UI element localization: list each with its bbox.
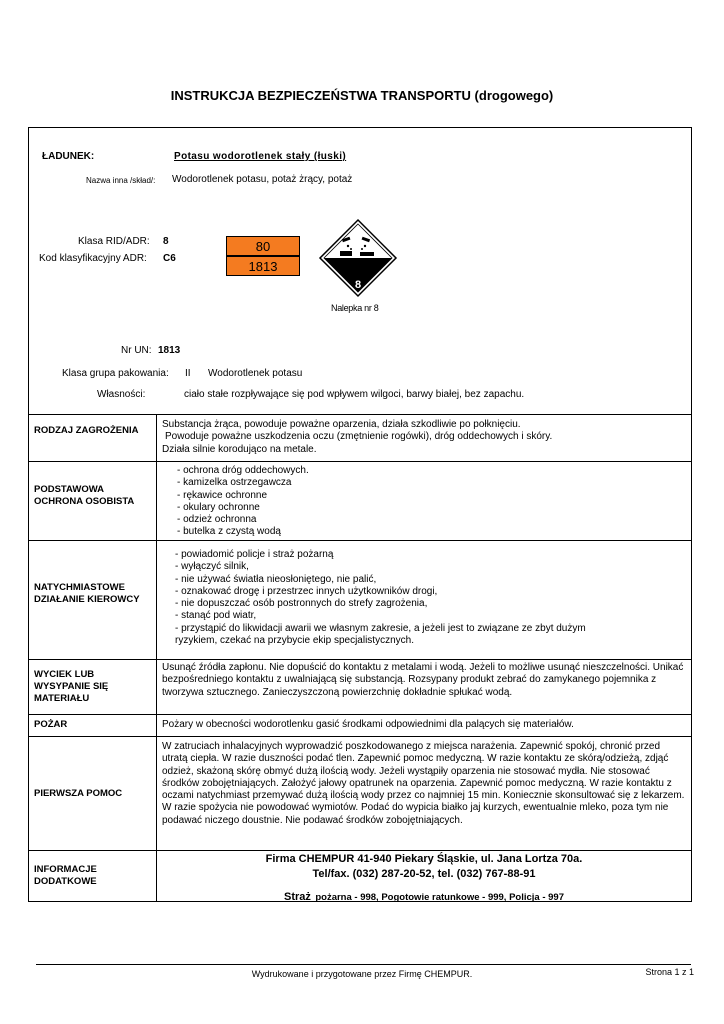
section-title-spill: WYCIEK LUB WYSYPANIE SIĘ MATERIAŁU [34, 669, 109, 704]
section-driver-list [170, 549, 694, 647]
document-title: INSTRUKCJA BEZPIECZEŃSTWA TRANSPORTU (drogowego) [170, 88, 554, 103]
section-title-protection: PODSTAWOWA OCHRONA OSOBISTA [34, 484, 135, 507]
list-item: ryzykiem, czekać na przybycie ekip specjalistycznych. [175, 635, 414, 647]
un-label: Nr UN: [121, 345, 152, 356]
section-hazard-text: Substancja żrąca, powoduje poważne oparzenia, działa szkodliwie po połknięciu. Powoduje poważne uszkodzenia oczu (zmętnienie rogówki), dróg oddechowych i skóry. Działa silnie korodująco na metale. [162, 419, 553, 455]
list-item: - przystąpić do likwidacji awarii we własnym zakresie, a jeżeli jest to związane ze zbyt dużym [175, 622, 586, 634]
table-top-rule [28, 414, 692, 415]
cargo-label: ŁADUNEK: [42, 151, 95, 162]
un-value: 1813 [158, 345, 181, 356]
section-title-hazard: RODZAJ ZAGROŻENIA [34, 425, 139, 436]
corrosive-label-diamond [318, 218, 398, 298]
section-fire-text: Pożary w obecności wodorotlenku gasić środkami odpowiednimi dla palących się materiałów. [162, 719, 574, 730]
packing-name: Wodorotlenek potasu [208, 368, 303, 379]
label-class-number: 8 [354, 279, 362, 291]
section-title-driver: NATYCHMIASTOWE DZIAŁANIE KIEROWCY [34, 582, 140, 605]
section-title-first-aid: PIERWSZA POMOC [34, 788, 123, 799]
adr-code-value: C6 [163, 253, 176, 264]
section-first-aid-text: W zatruciach inhalacyjnych wyprowadzić poszkodowanego z miejsca narażenia. Zapewnić spokój, chronić przed utratą ciepła. W razie duszności podać tlen. Zapewnić pomoc medyczną. W razie kontaktu ze skórą/odzieżą, zdjąć odzież, skażoną skórę obmyć dużą ilością wody. Jeżeli wystąpiły oparzenia nie stosować mydła. Nie stosować środków zobojętniających. Założyć jałowy opatrunek na oparzenia. Zapewnić pomoc medyczną. W razie kontaktu z oczami natychmiast przemywać dużą ilością wody przez co najmniej 15 min. Koniecznie skonsultować się z lekarzem. W razie spożycia nie powodować wymiotów. Podać do wypicia białko jaj kurzych, ewentualnie mleko, poza tym nie podawać niczego doustnie. Nie podawać środków zobojętniających. [162, 741, 685, 826]
cargo-name: Potasu wodorotlenek stały (łuski) [174, 151, 347, 162]
rid-adr-label: Klasa RID/ADR: [78, 236, 150, 247]
section-title-fire: POŻAR [34, 719, 68, 730]
company-address: Firma CHEMPUR 41-940 Piekary Śląskie, ul. Jana Lortza 70a. [265, 853, 583, 865]
table-column-divider [156, 414, 157, 902]
section-title-info: INFORMACJE DODATKOWE [34, 864, 97, 887]
un-number-panel: 1813 [226, 256, 300, 276]
emergency-numbers: Straż pożarna - 998, Pogotowie ratunkowe - 999, Policja - 997 [283, 891, 564, 903]
rid-adr-value: 8 [163, 236, 169, 247]
properties-value: ciało stałe rozpływające się pod wpływem wilgoci, barwy białej, bez zapachu. [184, 389, 525, 400]
list-item: - wyłączyć silnik, [175, 561, 249, 573]
list-item: - okulary ochronne [177, 501, 260, 513]
hazard-number-panel: 80 [226, 236, 300, 256]
list-item: - nie używać światła nieosłoniętego, nie palić, [175, 573, 377, 585]
list-item: - powiadomić policje i straż pożarną [175, 549, 334, 560]
company-phones: Tel/fax. (032) 287-20-52, tel. (032) 767-88-91 [312, 868, 536, 880]
list-item: - butelka z czystą wodą [177, 526, 281, 538]
page-number: Strona 1 z 1 [645, 967, 694, 977]
other-name-value: Wodorotlenek potasu, potaż żrący, potaż [172, 174, 353, 185]
footer-printed-by: Wydrukowane i przygotowane przez Firmę CHEMPUR. [251, 969, 473, 979]
list-item: - nie dopuszczać osób postronnych do strefy zagrożenia, [175, 598, 428, 610]
packing-label: Klasa grupa pakowania: [62, 368, 169, 379]
list-item: - rękawice ochronne [177, 489, 268, 501]
label-caption: Nalepka nr 8 [331, 303, 379, 313]
section-protection-list [172, 465, 696, 539]
section-spill-text: Usunąć źródła zapłonu. Nie dopuścić do kontaktu z metalami i wodą. Jeżeli to możliwe usunąć nieszczelności. Unikać bezpośredniego kontaktu z uwalniającą się substancją. Rozsypany produkt zebrać do zamykanego pojemnika z tworzywa sztucznego. Zanieczyszczoną powierzchnię dokładnie spłukać wodą. [162, 662, 684, 698]
list-item: - stanąć pod wiatr, [175, 610, 257, 622]
adr-code-label: Kod klasyfikacyjny ADR: [39, 253, 147, 264]
other-name-label: Nazwa inna /skład/: [86, 176, 156, 185]
list-item: - oznakować drogę i przestrzec innych użytkowników drogi, [175, 585, 438, 597]
footer-rule [36, 964, 691, 965]
list-item: - odzież ochronna [177, 514, 257, 526]
properties-label: Własności: [97, 389, 146, 400]
packing-group: II [185, 368, 191, 379]
list-item: - kamizelka ostrzegawcza [177, 477, 292, 489]
list-item: - ochrona dróg oddechowych. [177, 465, 309, 476]
